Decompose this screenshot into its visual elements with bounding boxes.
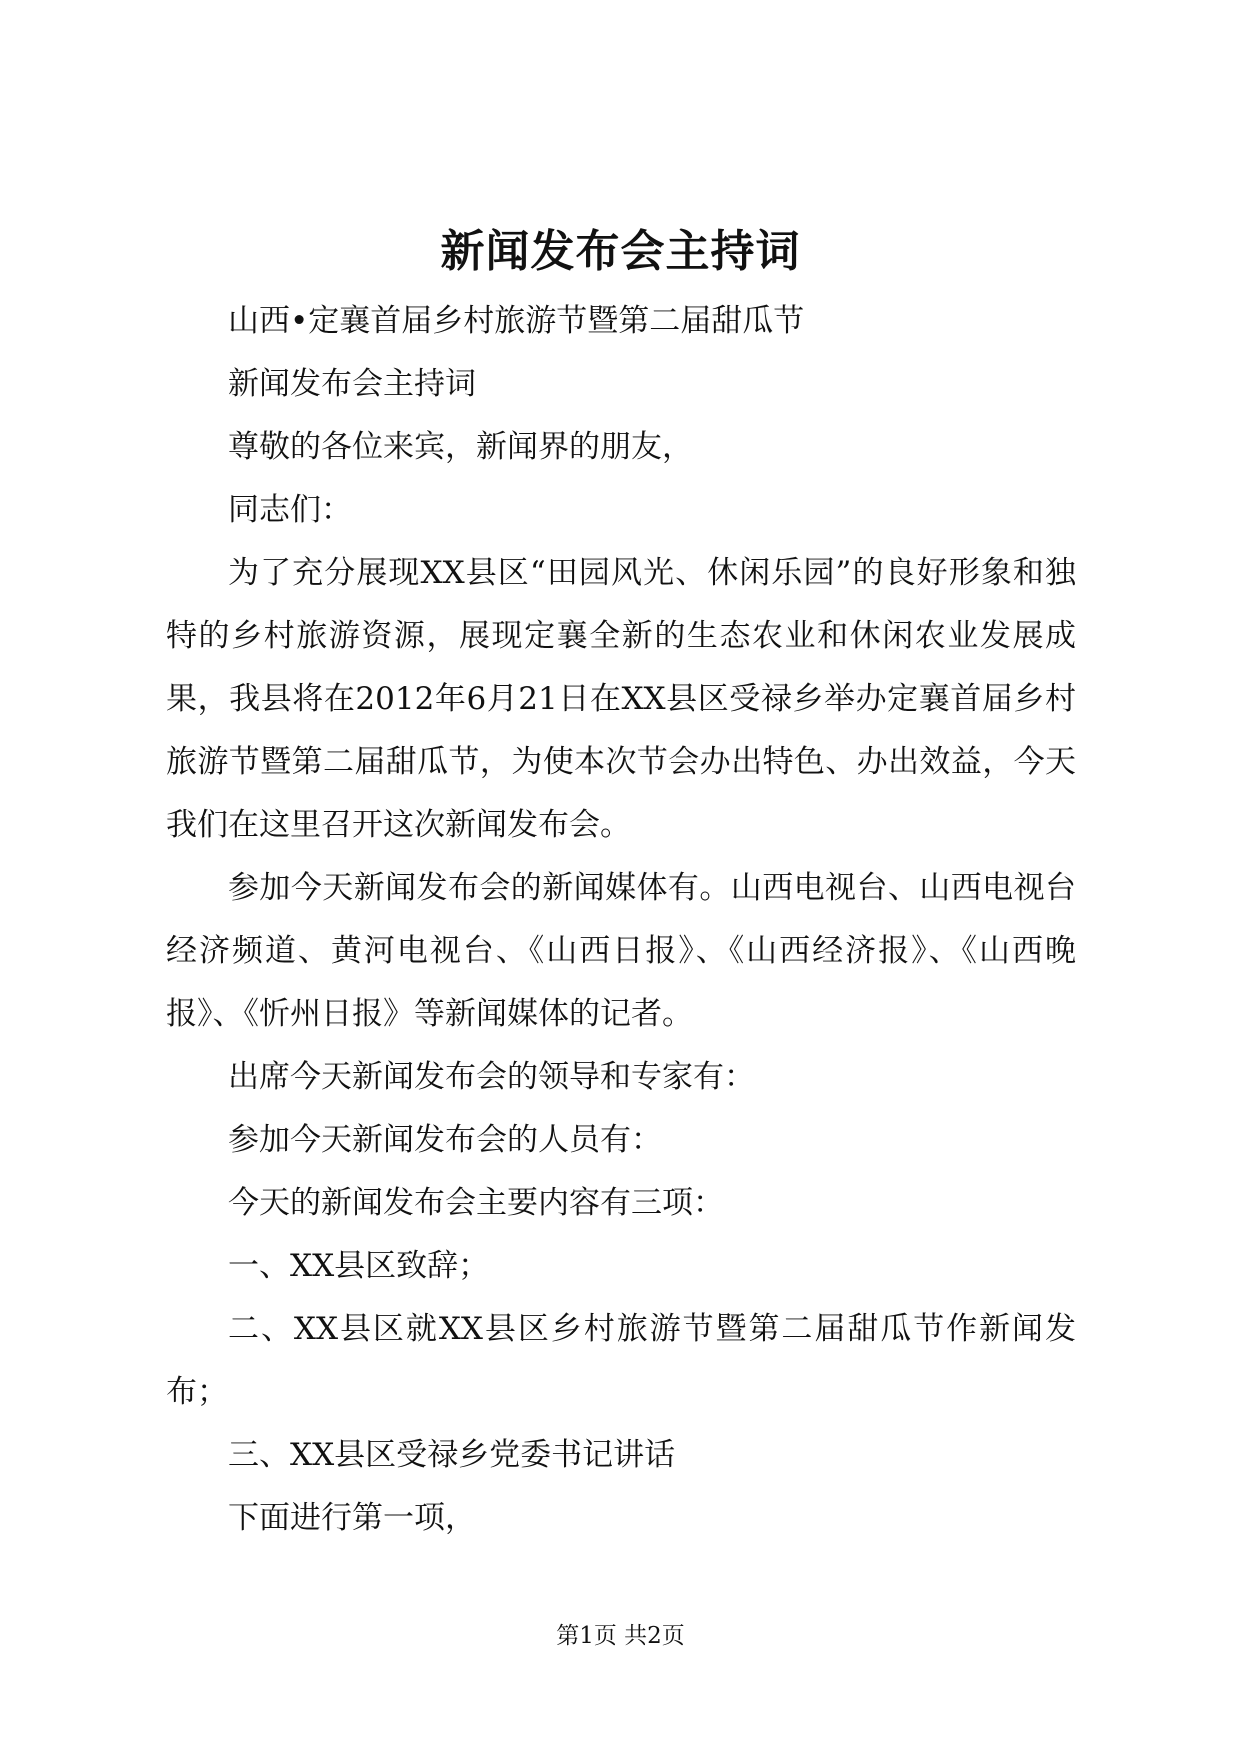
paragraph-greeting: 尊敬的各位来宾，新闻界的朋友， bbox=[228, 429, 693, 465]
paragraph-leaders: 出席今天新闻发布会的领导和专家有： bbox=[228, 1059, 755, 1095]
document-body bbox=[166, 290, 1076, 1550]
paragraph-agenda-intro: 今天的新闻发布会主要内容有三项： bbox=[228, 1185, 724, 1221]
paragraph-event-name: 山西•定襄首届乡村旅游节暨第二届甜瓜节 bbox=[228, 303, 805, 339]
agenda-item-2: 二、XX县区就XX县区乡村旅游节暨第二届甜瓜节作新闻发布； bbox=[166, 1311, 1076, 1410]
agenda-item-1: 一、XX县区致辞； bbox=[228, 1248, 490, 1284]
paragraph-purpose: 为了充分展现XX县区“田园风光、休闲乐园”的良好形象和独特的乡村旅游资源，展现定襄全新的生态农业和休闲农业发展成果，我县将在2012年6月21日在XX县区受禄乡举办定襄首届乡村旅游节暨第二届甜瓜节，为使本次节会办出特色、办出效益，今天我们在这里召开这次新闻发布会。 bbox=[166, 555, 1076, 843]
paragraph-attendees: 参加今天新闻发布会的人员有： bbox=[228, 1122, 662, 1158]
paragraph-first-item: 下面进行第一项， bbox=[228, 1500, 476, 1536]
document-title: 新闻发布会主持词 bbox=[440, 226, 801, 277]
page-number-footer: 第1页 共2页 bbox=[556, 1623, 685, 1649]
agenda-item-3: 三、XX县区受禄乡党委书记讲话 bbox=[228, 1437, 676, 1473]
paragraph-subtitle: 新闻发布会主持词 bbox=[228, 366, 476, 402]
paragraph-media: 参加今天新闻发布会的新闻媒体有。山西电视台、山西电视台经济频道、黄河电视台、《山西日报》、《山西经济报》、《山西晚报》、《忻州日报》等新闻媒体的记者。 bbox=[166, 870, 1076, 1032]
paragraph-greeting-continued: 同志们： bbox=[228, 492, 352, 528]
